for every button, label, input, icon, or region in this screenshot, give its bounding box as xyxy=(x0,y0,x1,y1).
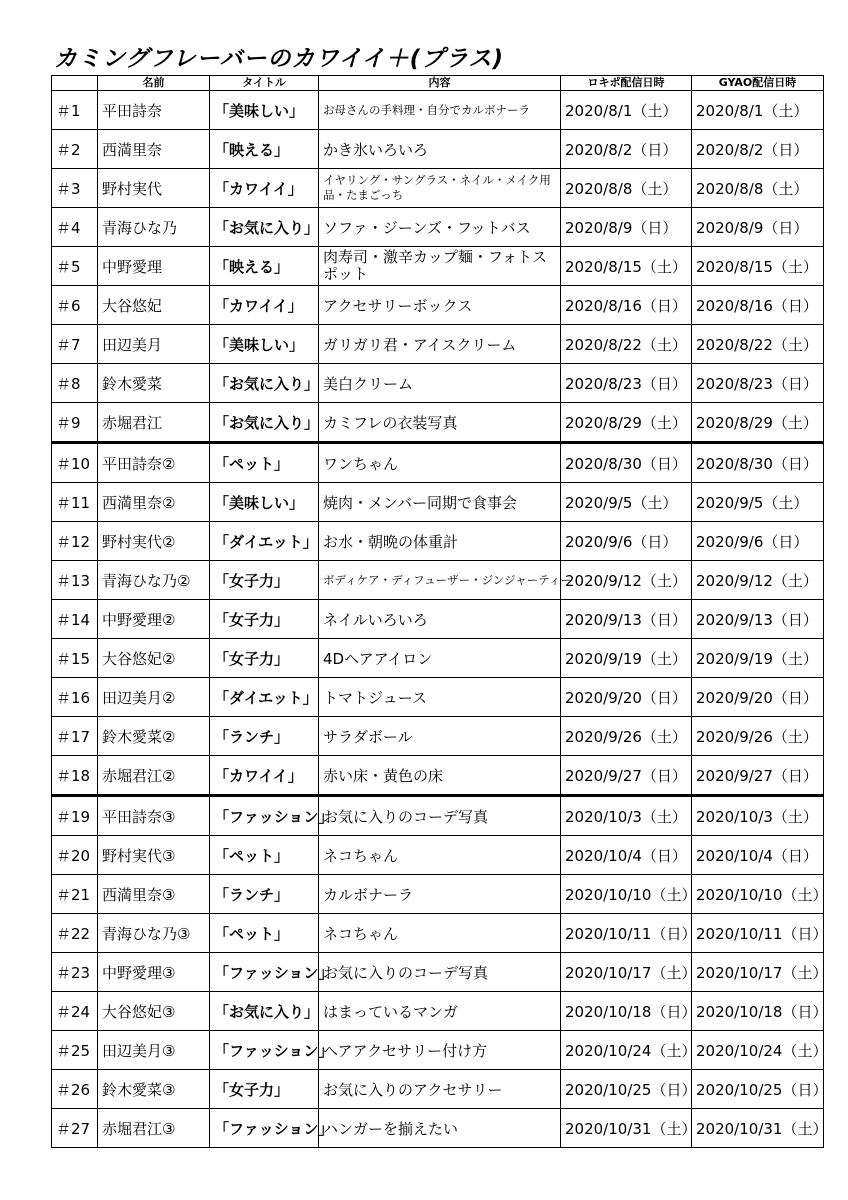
rokipo-date: 2020/10/24（土） xyxy=(561,1031,692,1070)
gyao-date: 2020/8/2（日） xyxy=(692,130,824,169)
episode-number: ＃6 xyxy=(52,286,98,325)
member-name: 西満里奈③ xyxy=(98,875,210,914)
table-row xyxy=(52,208,824,247)
episode-number: ＃4 xyxy=(52,208,98,247)
theme-title: 「ペット」 xyxy=(210,914,319,953)
member-name: 大谷悠妃③ xyxy=(98,992,210,1031)
header-content: 内容 xyxy=(319,76,561,91)
table-row xyxy=(52,364,824,403)
rokipo-date: 2020/9/12（土） xyxy=(561,561,692,600)
member-name: 田辺美月② xyxy=(98,678,210,717)
episode-number: ＃14 xyxy=(52,600,98,639)
theme-title: 「ランチ」 xyxy=(210,875,319,914)
episode-number: ＃26 xyxy=(52,1070,98,1109)
table-row xyxy=(52,325,824,364)
content-text: お母さんの手料理・自分でカルボナーラ xyxy=(319,91,561,130)
table-row xyxy=(52,1031,824,1070)
rokipo-date: 2020/10/17（土） xyxy=(561,953,692,992)
theme-title: 「ダイエット」 xyxy=(210,678,319,717)
theme-title: 「ダイエット」 xyxy=(210,522,319,561)
gyao-date: 2020/9/12（土） xyxy=(692,561,824,600)
gyao-date: 2020/10/10（土） xyxy=(692,875,824,914)
member-name: 平田詩奈② xyxy=(98,443,210,483)
theme-title: 「お気に入り」 xyxy=(210,208,319,247)
member-name: 西満里奈② xyxy=(98,483,210,522)
header-title: タイトル xyxy=(210,76,319,91)
rokipo-date: 2020/8/22（土） xyxy=(561,325,692,364)
episode-number: ＃19 xyxy=(52,796,98,836)
table-row xyxy=(52,169,824,208)
episode-number: ＃12 xyxy=(52,522,98,561)
gyao-date: 2020/9/5（土） xyxy=(692,483,824,522)
theme-title: 「映える」 xyxy=(210,130,319,169)
gyao-date: 2020/9/13（日） xyxy=(692,600,824,639)
rokipo-date: 2020/10/25（日） xyxy=(561,1070,692,1109)
table-row xyxy=(52,678,824,717)
content-text: ワンちゃん xyxy=(319,443,561,483)
content-text: お気に入りのアクセサリー xyxy=(319,1070,561,1109)
theme-title: 「女子力」 xyxy=(210,561,319,600)
table-row xyxy=(52,286,824,325)
episode-number: ＃5 xyxy=(52,247,98,286)
rokipo-date: 2020/10/18（日） xyxy=(561,992,692,1031)
member-name: 西満里奈 xyxy=(98,130,210,169)
rokipo-date: 2020/8/23（日） xyxy=(561,364,692,403)
theme-title: 「映える」 xyxy=(210,247,319,286)
member-name: 赤堀君江 xyxy=(98,403,210,443)
header-episode xyxy=(52,76,98,91)
member-name: 田辺美月 xyxy=(98,325,210,364)
rokipo-date: 2020/8/9（日） xyxy=(561,208,692,247)
gyao-date: 2020/10/18（日） xyxy=(692,992,824,1031)
member-name: 赤堀君江③ xyxy=(98,1109,210,1148)
rokipo-date: 2020/9/27（日） xyxy=(561,756,692,796)
rokipo-date: 2020/10/11（日） xyxy=(561,914,692,953)
theme-title: 「ペット」 xyxy=(210,443,319,483)
content-text: ガリガリ君・アイスクリーム xyxy=(319,325,561,364)
episode-number: ＃24 xyxy=(52,992,98,1031)
rokipo-date: 2020/8/15（土） xyxy=(561,247,692,286)
theme-title: 「カワイイ」 xyxy=(210,286,319,325)
content-text: 肉寿司・激辛カップ麺・フォトスポット xyxy=(319,247,561,286)
episode-number: ＃7 xyxy=(52,325,98,364)
table-row xyxy=(52,443,824,483)
episode-number: ＃2 xyxy=(52,130,98,169)
theme-title: 「ファッション」 xyxy=(210,796,319,836)
theme-title: 「美味しい」 xyxy=(210,483,319,522)
episode-number: ＃20 xyxy=(52,836,98,875)
page-title: カミングフレーバーのカワイイ＋(プラス) xyxy=(54,46,504,72)
content-text: お気に入りのコーデ写真 xyxy=(319,796,561,836)
gyao-date: 2020/9/6（日） xyxy=(692,522,824,561)
episode-number: ＃8 xyxy=(52,364,98,403)
table-row xyxy=(52,953,824,992)
header-rokipo-date: ロキポ配信日時 xyxy=(561,76,692,91)
rokipo-date: 2020/9/19（土） xyxy=(561,639,692,678)
content-text: 美白クリーム xyxy=(319,364,561,403)
gyao-date: 2020/10/24（土） xyxy=(692,1031,824,1070)
content-text: ネコちゃん xyxy=(319,914,561,953)
content-text: サラダボール xyxy=(319,717,561,756)
member-name: 野村実代② xyxy=(98,522,210,561)
theme-title: 「女子力」 xyxy=(210,600,319,639)
table-row xyxy=(52,836,824,875)
rokipo-date: 2020/8/16（日） xyxy=(561,286,692,325)
theme-title: 「ランチ」 xyxy=(210,717,319,756)
member-name: 中野愛理③ xyxy=(98,953,210,992)
rokipo-date: 2020/8/8（土） xyxy=(561,169,692,208)
rokipo-date: 2020/10/31（土） xyxy=(561,1109,692,1148)
gyao-date: 2020/10/17（土） xyxy=(692,953,824,992)
content-text: ネイルいろいろ xyxy=(319,600,561,639)
table-row xyxy=(52,796,824,836)
episode-number: ＃27 xyxy=(52,1109,98,1148)
table-row xyxy=(52,522,824,561)
rokipo-date: 2020/8/29（土） xyxy=(561,403,692,443)
theme-title: 「ファッション」 xyxy=(210,953,319,992)
table-row xyxy=(52,403,824,443)
gyao-date: 2020/8/8（土） xyxy=(692,169,824,208)
episode-number: ＃9 xyxy=(52,403,98,443)
rokipo-date: 2020/9/5（土） xyxy=(561,483,692,522)
theme-title: 「女子力」 xyxy=(210,639,319,678)
episode-number: ＃16 xyxy=(52,678,98,717)
table-row xyxy=(52,561,824,600)
episode-number: ＃1 xyxy=(52,91,98,130)
content-text: お水・朝晩の体重計 xyxy=(319,522,561,561)
theme-title: 「ペット」 xyxy=(210,836,319,875)
table-row xyxy=(52,483,824,522)
rokipo-date: 2020/9/26（土） xyxy=(561,717,692,756)
gyao-date: 2020/8/16（日） xyxy=(692,286,824,325)
gyao-date: 2020/10/25（日） xyxy=(692,1070,824,1109)
gyao-date: 2020/8/30（日） xyxy=(692,443,824,483)
theme-title: 「お気に入り」 xyxy=(210,992,319,1031)
gyao-date: 2020/9/19（土） xyxy=(692,639,824,678)
table-row xyxy=(52,91,824,130)
episode-number: ＃21 xyxy=(52,875,98,914)
theme-title: 「カワイイ」 xyxy=(210,756,319,796)
gyao-date: 2020/8/23（日） xyxy=(692,364,824,403)
member-name: 青海ひな乃② xyxy=(98,561,210,600)
rokipo-date: 2020/10/4（日） xyxy=(561,836,692,875)
content-text: 4Dヘアアイロン xyxy=(319,639,561,678)
member-name: 中野愛理② xyxy=(98,600,210,639)
content-text: ソファ・ジーンズ・フットバス xyxy=(319,208,561,247)
member-name: 平田詩奈③ xyxy=(98,796,210,836)
content-text: ハンガーを揃えたい xyxy=(319,1109,561,1148)
content-text: アクセサリーボックス xyxy=(319,286,561,325)
episode-number: ＃17 xyxy=(52,717,98,756)
episode-number: ＃18 xyxy=(52,756,98,796)
content-text: イヤリング・サングラス・ネイル・メイク用品・たまごっち xyxy=(319,169,561,208)
content-text: カルボナーラ xyxy=(319,875,561,914)
episode-number: ＃10 xyxy=(52,443,98,483)
theme-title: 「お気に入り」 xyxy=(210,364,319,403)
gyao-date: 2020/10/3（土） xyxy=(692,796,824,836)
theme-title: 「美味しい」 xyxy=(210,91,319,130)
rokipo-date: 2020/9/20（日） xyxy=(561,678,692,717)
table-row xyxy=(52,1070,824,1109)
content-text: はまっているマンガ xyxy=(319,992,561,1031)
member-name: 野村実代③ xyxy=(98,836,210,875)
member-name: 赤堀君江② xyxy=(98,756,210,796)
rokipo-date: 2020/9/13（日） xyxy=(561,600,692,639)
gyao-date: 2020/10/11（日） xyxy=(692,914,824,953)
rokipo-date: 2020/8/30（日） xyxy=(561,443,692,483)
table-row xyxy=(52,600,824,639)
member-name: 青海ひな乃③ xyxy=(98,914,210,953)
table-row xyxy=(52,717,824,756)
member-name: 大谷悠妃② xyxy=(98,639,210,678)
header-name: 名前 xyxy=(98,76,210,91)
member-name: 野村実代 xyxy=(98,169,210,208)
episode-number: ＃22 xyxy=(52,914,98,953)
content-text: 赤い床・黄色の床 xyxy=(319,756,561,796)
episode-number: ＃3 xyxy=(52,169,98,208)
member-name: 鈴木愛菜③ xyxy=(98,1070,210,1109)
content-text: ヘアアクセサリー付け方 xyxy=(319,1031,561,1070)
rokipo-date: 2020/10/10（土） xyxy=(561,875,692,914)
table-row xyxy=(52,914,824,953)
content-text: 焼肉・メンバー同期で食事会 xyxy=(319,483,561,522)
member-name: 大谷悠妃 xyxy=(98,286,210,325)
content-text: トマトジュース xyxy=(319,678,561,717)
gyao-date: 2020/8/29（土） xyxy=(692,403,824,443)
gyao-date: 2020/9/27（日） xyxy=(692,756,824,796)
table-row xyxy=(52,1109,824,1148)
member-name: 鈴木愛菜② xyxy=(98,717,210,756)
table-row xyxy=(52,247,824,286)
table-row xyxy=(52,756,824,796)
gyao-date: 2020/8/15（土） xyxy=(692,247,824,286)
rokipo-date: 2020/10/3（土） xyxy=(561,796,692,836)
theme-title: 「カワイイ」 xyxy=(210,169,319,208)
member-name: 青海ひな乃 xyxy=(98,208,210,247)
gyao-date: 2020/9/26（土） xyxy=(692,717,824,756)
member-name: 平田詩奈 xyxy=(98,91,210,130)
gyao-date: 2020/8/9（日） xyxy=(692,208,824,247)
member-name: 田辺美月③ xyxy=(98,1031,210,1070)
theme-title: 「美味しい」 xyxy=(210,325,319,364)
rokipo-date: 2020/9/6（日） xyxy=(561,522,692,561)
member-name: 鈴木愛菜 xyxy=(98,364,210,403)
theme-title: 「ファッション」 xyxy=(210,1031,319,1070)
table-row xyxy=(52,639,824,678)
gyao-date: 2020/8/22（土） xyxy=(692,325,824,364)
schedule-table xyxy=(51,75,828,1148)
episode-number: ＃15 xyxy=(52,639,98,678)
table-row xyxy=(52,875,824,914)
episode-number: ＃11 xyxy=(52,483,98,522)
episode-number: ＃25 xyxy=(52,1031,98,1070)
content-text: お気に入りのコーデ写真 xyxy=(319,953,561,992)
content-text: ボディケア・ディフューザー・ジンジャーティー xyxy=(319,561,561,600)
member-name: 中野愛理 xyxy=(98,247,210,286)
gyao-date: 2020/10/4（日） xyxy=(692,836,824,875)
gyao-date: 2020/9/20（日） xyxy=(692,678,824,717)
rokipo-date: 2020/8/2（日） xyxy=(561,130,692,169)
episode-number: ＃13 xyxy=(52,561,98,600)
gyao-date: 2020/8/1（土） xyxy=(692,91,824,130)
content-text: ネコちゃん xyxy=(319,836,561,875)
content-text: かき氷いろいろ xyxy=(319,130,561,169)
gyao-date: 2020/10/31（土） xyxy=(692,1109,824,1148)
table-row xyxy=(52,992,824,1031)
header-row xyxy=(52,76,824,91)
episode-number: ＃23 xyxy=(52,953,98,992)
rokipo-date: 2020/8/1（土） xyxy=(561,91,692,130)
content-text: カミフレの衣装写真 xyxy=(319,403,561,443)
theme-title: 「お気に入り」 xyxy=(210,403,319,443)
theme-title: 「ファッション」 xyxy=(210,1109,319,1148)
header-gyao-date: GYAO配信日時 xyxy=(692,76,824,91)
theme-title: 「女子力」 xyxy=(210,1070,319,1109)
table-row xyxy=(52,130,824,169)
